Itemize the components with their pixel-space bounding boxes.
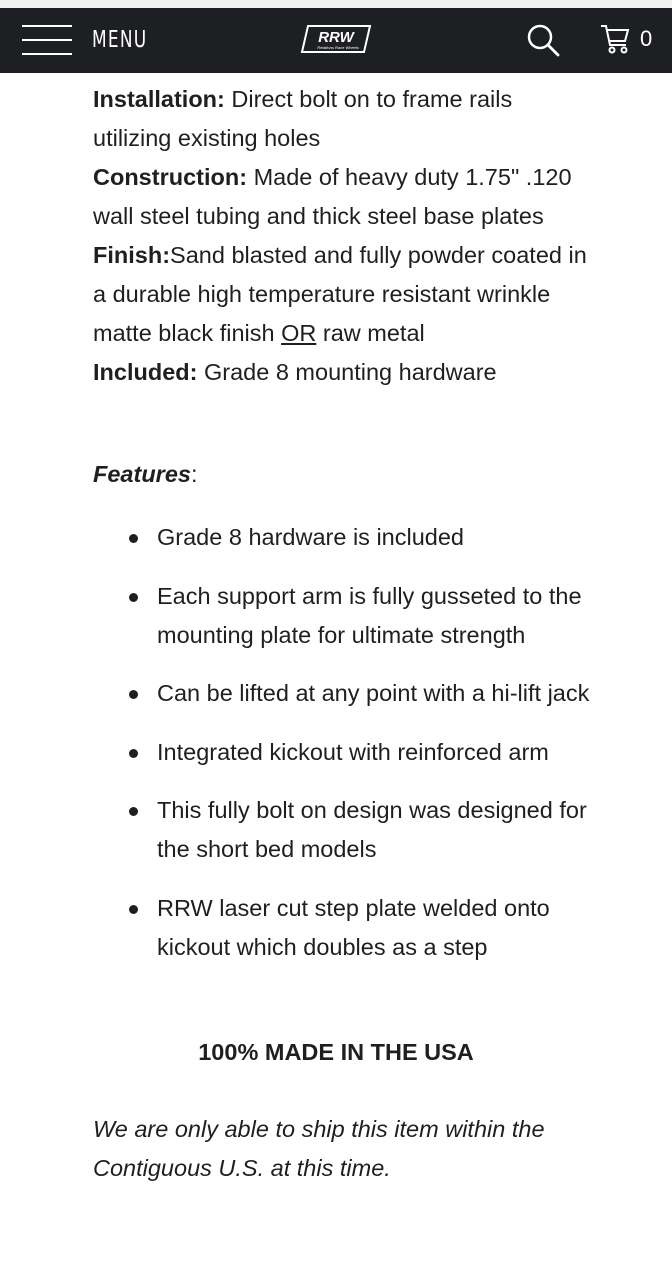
logo-text: RRW bbox=[318, 29, 354, 46]
menu-label[interactable]: MENU bbox=[92, 27, 148, 53]
spec-finish bbox=[93, 236, 593, 353]
feature-item: RRW laser cut step plate welded onto kickout which doubles as a step bbox=[157, 889, 593, 967]
shipping-note: We are only able to ship this item within the Contiguous U.S. at this time. bbox=[93, 1115, 545, 1181]
hamburger-icon[interactable] bbox=[22, 25, 72, 55]
logo-subtext: Relations Race Wheels bbox=[317, 45, 359, 50]
feature-item: Can be lifted at any point with a hi-lift jack bbox=[157, 674, 593, 713]
spec-underlined: OR bbox=[281, 320, 317, 346]
spec-installation bbox=[93, 80, 593, 158]
search-icon[interactable] bbox=[526, 23, 560, 57]
rrw-logo[interactable] bbox=[300, 24, 372, 54]
spec-label: Finish: bbox=[93, 242, 171, 268]
feature-item: Grade 8 hardware is included bbox=[157, 518, 593, 557]
feature-item: Each support arm is fully gusseted to the mounting plate for ultimate strength bbox=[157, 577, 593, 655]
menu-button[interactable] bbox=[22, 22, 160, 58]
features-heading-text: Features bbox=[93, 461, 191, 487]
spec-text: raw metal bbox=[316, 320, 425, 346]
spec-label: Construction: bbox=[93, 164, 248, 190]
top-navbar bbox=[0, 8, 672, 73]
made-in-usa: 100% MADE IN THE USA bbox=[198, 1038, 474, 1065]
feature-item: Integrated kickout with reinforced arm bbox=[157, 733, 593, 772]
product-description bbox=[93, 80, 593, 1188]
spec-label: Installation: bbox=[93, 86, 225, 112]
spec-text: Sand blasted and fully powder coated in a durable high temperature resistant wrinkle matte black finish bbox=[93, 242, 587, 346]
features-heading-colon: : bbox=[190, 461, 198, 487]
cart-button[interactable] bbox=[600, 22, 652, 56]
cart-icon[interactable] bbox=[600, 23, 630, 55]
spec-label: Included: bbox=[93, 359, 198, 385]
spec-text: Made of heavy duty 1.75" .120 wall steel tubing and thick steel base plates bbox=[93, 164, 572, 229]
features-heading bbox=[93, 455, 593, 494]
spec-included bbox=[93, 353, 593, 392]
spec-text: Grade 8 mounting hardware bbox=[197, 359, 497, 385]
cart-count: 0 bbox=[640, 26, 653, 51]
spec-text: Direct bolt on to frame rails utilizing existing holes bbox=[93, 86, 513, 151]
features-list bbox=[93, 518, 593, 967]
feature-item: This fully bolt on design was designed for the short bed models bbox=[157, 791, 593, 869]
status-strip bbox=[0, 0, 672, 8]
spec-construction bbox=[93, 158, 593, 236]
